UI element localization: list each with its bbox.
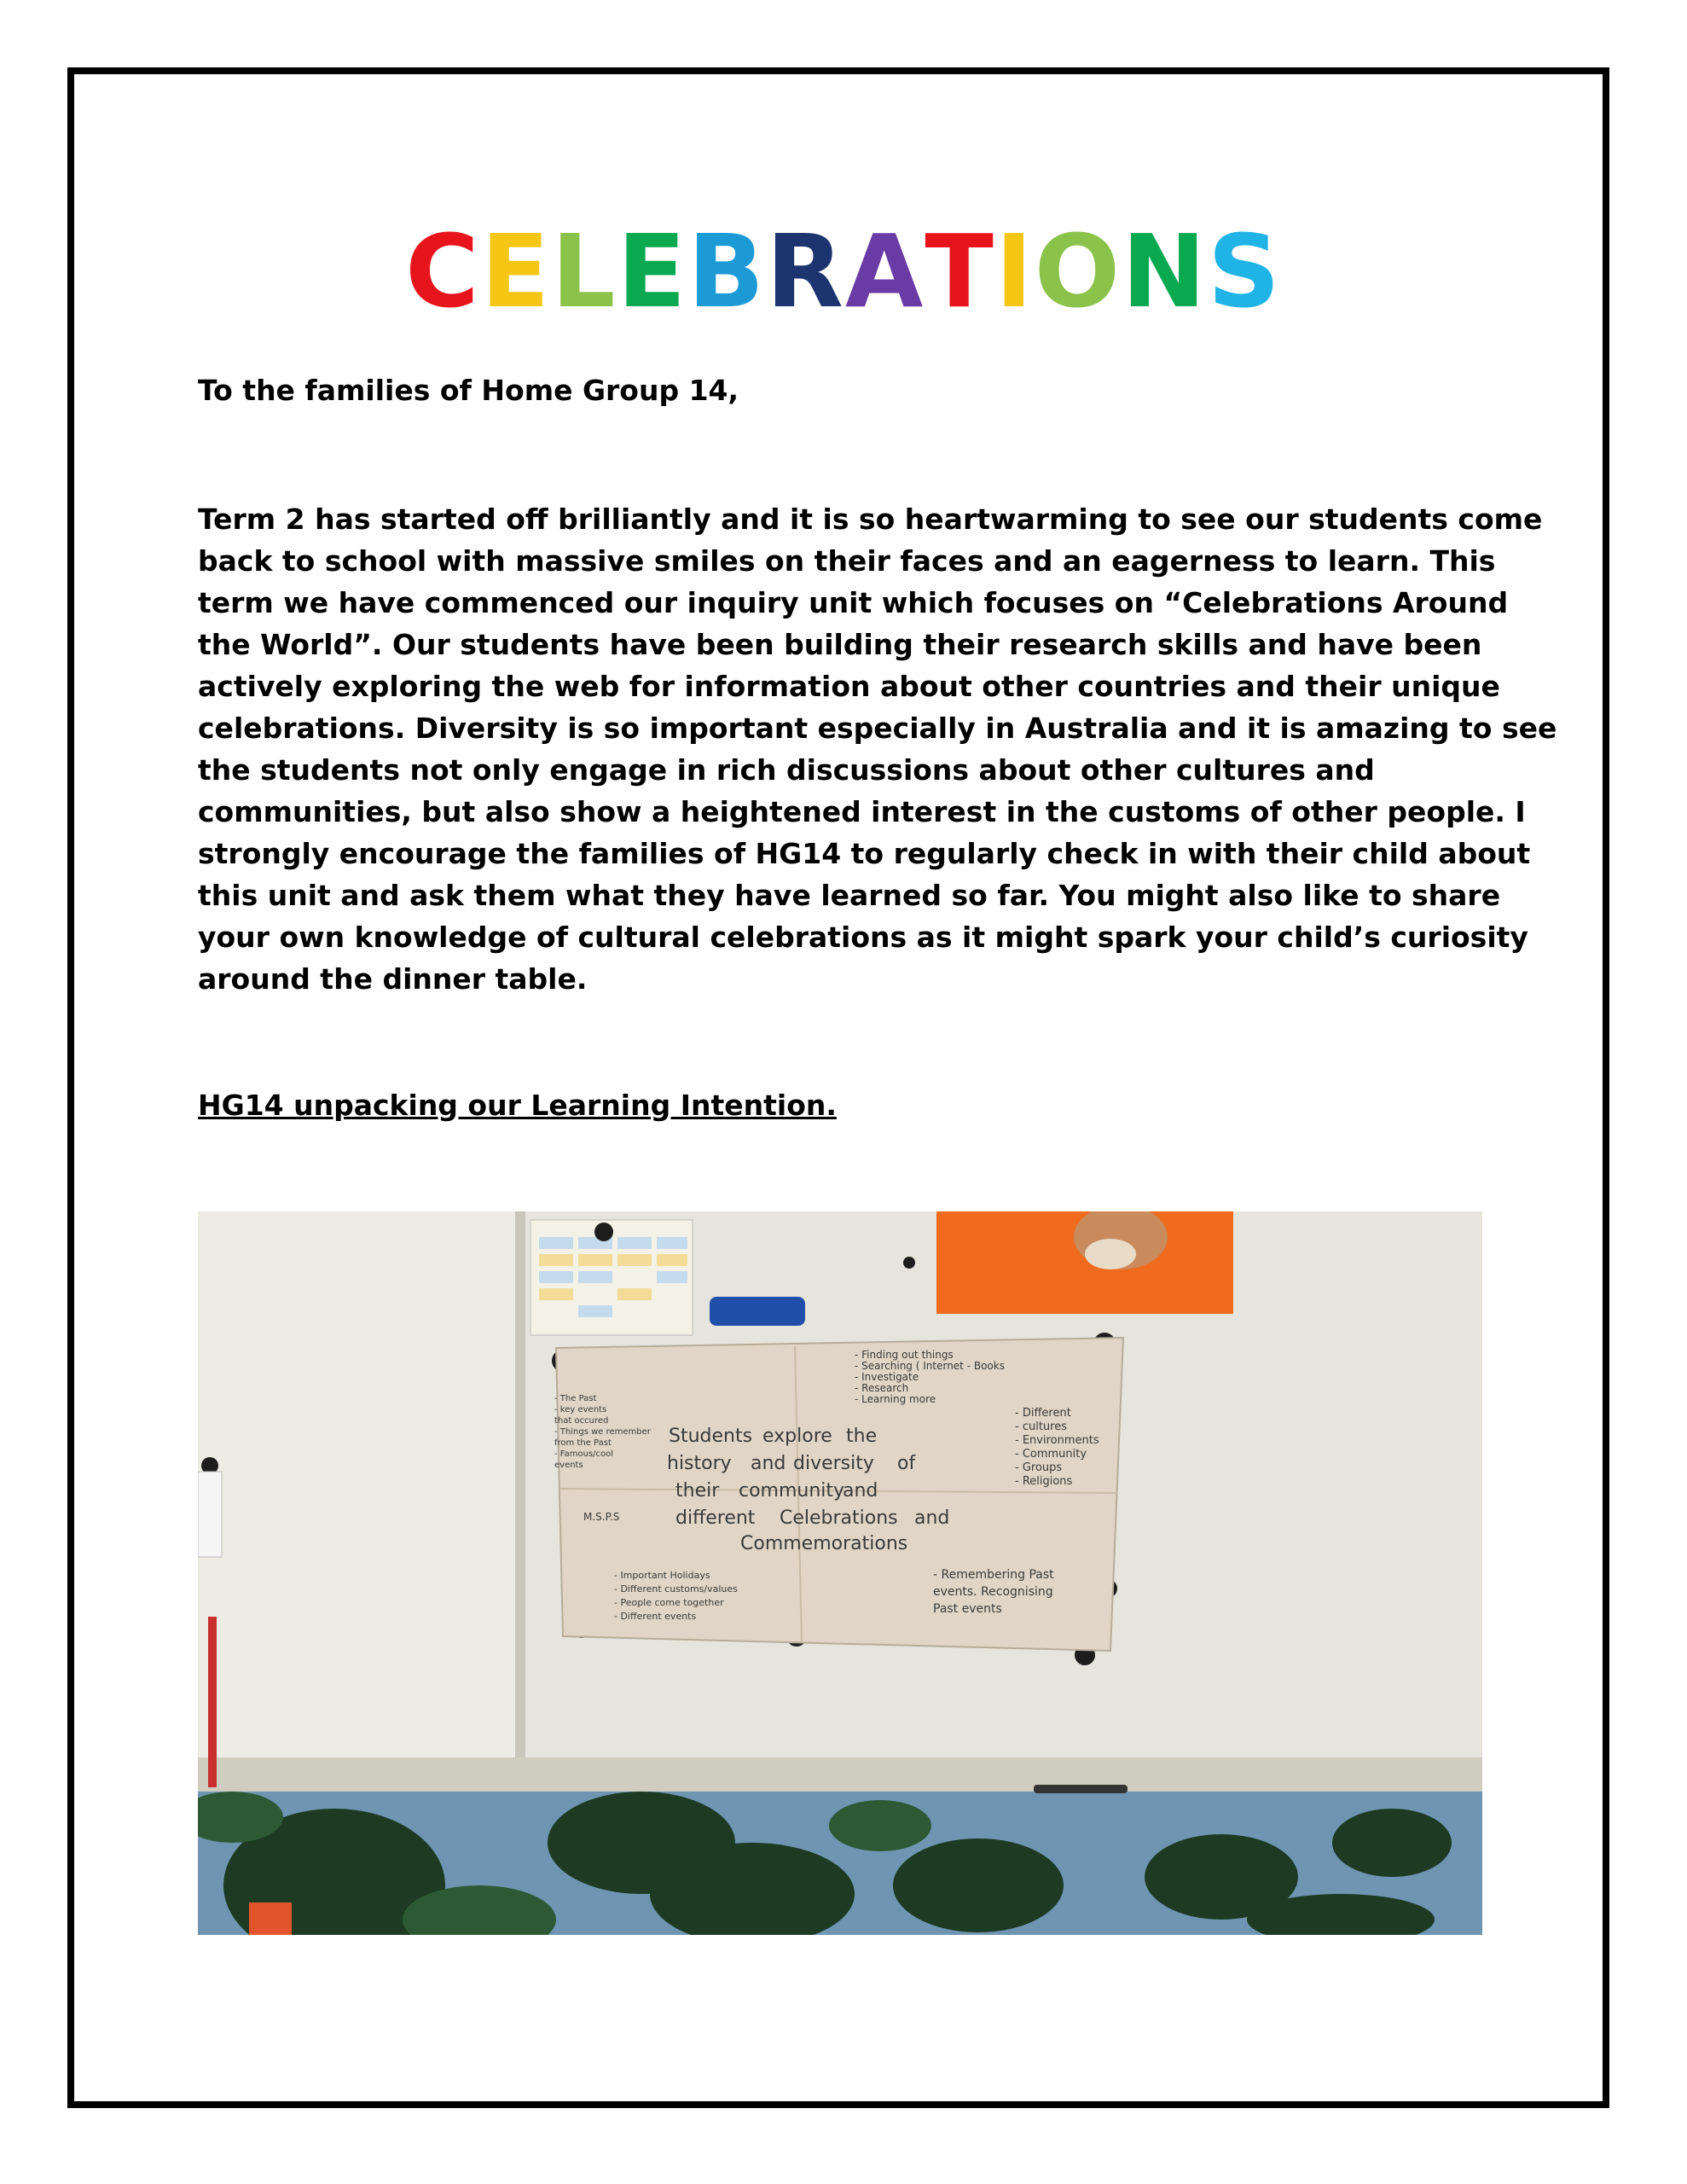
- poster-note-top: - Finding out things: [855, 1349, 954, 1361]
- body-line: term we have commenced our inquiry unit which focuses on “Celebrations Around: [198, 586, 1509, 619]
- poster-note-left: - The Past: [554, 1394, 597, 1403]
- poster-note-bottom-left: - Different events: [614, 1611, 697, 1622]
- body-line: actively exploring the web for information about other countries and their unique: [198, 670, 1500, 703]
- title-letter: C: [405, 212, 481, 330]
- body-line: your own knowledge of cultural celebrations as it might spark your child’s curiosity: [198, 921, 1528, 954]
- title-letter: L: [551, 212, 617, 330]
- poster-word: of: [897, 1453, 916, 1474]
- poster-note-bottom-right: Past events: [933, 1602, 1002, 1616]
- poster-note-left: - Things we remember: [554, 1427, 651, 1437]
- poster-note-bottom-left: - Important Holidays: [614, 1570, 710, 1581]
- poster-word: and: [843, 1480, 878, 1502]
- poster-note-top: - Searching ( Internet - Books: [855, 1360, 1005, 1372]
- poster-word: history: [667, 1453, 732, 1474]
- poster-note-right: - Environments: [1015, 1434, 1099, 1447]
- poster-note-left: - Famous/cool: [554, 1449, 614, 1459]
- poster-word: Celebrations: [780, 1507, 898, 1529]
- poster-word: Commemorations: [740, 1533, 908, 1554]
- poster-note-left: from the Past: [554, 1438, 612, 1448]
- body-line: back to school with massive smiles on their faces and an eagerness to learn. This: [198, 544, 1496, 578]
- poster-note-top: - Learning more: [855, 1393, 936, 1405]
- title-letter: R: [766, 212, 846, 330]
- title-letter: A: [845, 212, 925, 330]
- poster-note-left: - key events: [554, 1405, 607, 1414]
- poster-note-left: that occured: [554, 1416, 609, 1426]
- poster-note-bottom-left: - People come together: [614, 1597, 724, 1608]
- body-line: this unit and ask them what they have learned so far. You might also like to share: [198, 879, 1501, 912]
- poster-note-right: - Community: [1015, 1448, 1087, 1461]
- poster-note-top: - Research: [855, 1382, 909, 1394]
- poster-label: M.S.P.S: [583, 1511, 620, 1523]
- body-line: Term 2 has started off brilliantly and it is so heartwarming to see our students come: [198, 502, 1543, 536]
- title-letter: B: [687, 212, 767, 330]
- body-line: celebrations. Diversity is so important especially in Australia and it is amazing to see: [198, 712, 1557, 745]
- poster-word: and: [914, 1507, 950, 1529]
- letter-body: [198, 498, 1557, 1000]
- poster-note-bottom-left: - Different customs/values: [614, 1583, 738, 1594]
- poster-word: different: [675, 1507, 756, 1529]
- poster-note-top: - Investigate: [855, 1371, 919, 1383]
- poster-note-right: - cultures: [1015, 1420, 1067, 1433]
- title-letter: S: [1207, 212, 1282, 330]
- classroom-photo: [198, 1211, 1482, 1935]
- poster-note-bottom-right: events. Recognising: [933, 1585, 1053, 1599]
- body-line: the students not only engage in rich discussions about other cultures and: [198, 753, 1375, 787]
- greeting: To the families of Home Group 14,: [198, 374, 739, 407]
- title-letter: E: [480, 212, 552, 330]
- title-letter: I: [994, 212, 1035, 330]
- title-letter: O: [1034, 212, 1122, 330]
- section-heading: HG14 unpacking our Learning Intention.: [198, 1089, 837, 1122]
- body-line: around the dinner table.: [198, 962, 588, 996]
- poster-note-left: events: [554, 1461, 583, 1470]
- title-letter: N: [1122, 212, 1208, 330]
- poster-word: and: [751, 1453, 786, 1474]
- poster-word: their: [675, 1480, 720, 1502]
- poster-word: community: [739, 1480, 845, 1502]
- body-line: the World”. Our students have been building their research skills and have been: [198, 628, 1482, 661]
- page-title: [0, 212, 1687, 331]
- body-line: strongly encourage the families of HG14 to regularly check in with their child about: [198, 837, 1531, 870]
- poster-note-bottom-right: - Remembering Past: [933, 1568, 1054, 1582]
- poster-note-right: - Different: [1015, 1407, 1071, 1420]
- poster-word: the: [846, 1426, 878, 1447]
- poster-note-right: - Religions: [1015, 1475, 1073, 1488]
- poster-word: Students: [669, 1426, 753, 1447]
- poster-word: explore: [762, 1426, 832, 1447]
- title-letter: T: [925, 212, 995, 330]
- title-letter: E: [617, 212, 688, 330]
- poster-word: diversity: [793, 1453, 874, 1474]
- body-line: communities, but also show a heightened interest in the customs of other people. I: [198, 795, 1526, 828]
- poster-note-right: - Groups: [1015, 1461, 1063, 1474]
